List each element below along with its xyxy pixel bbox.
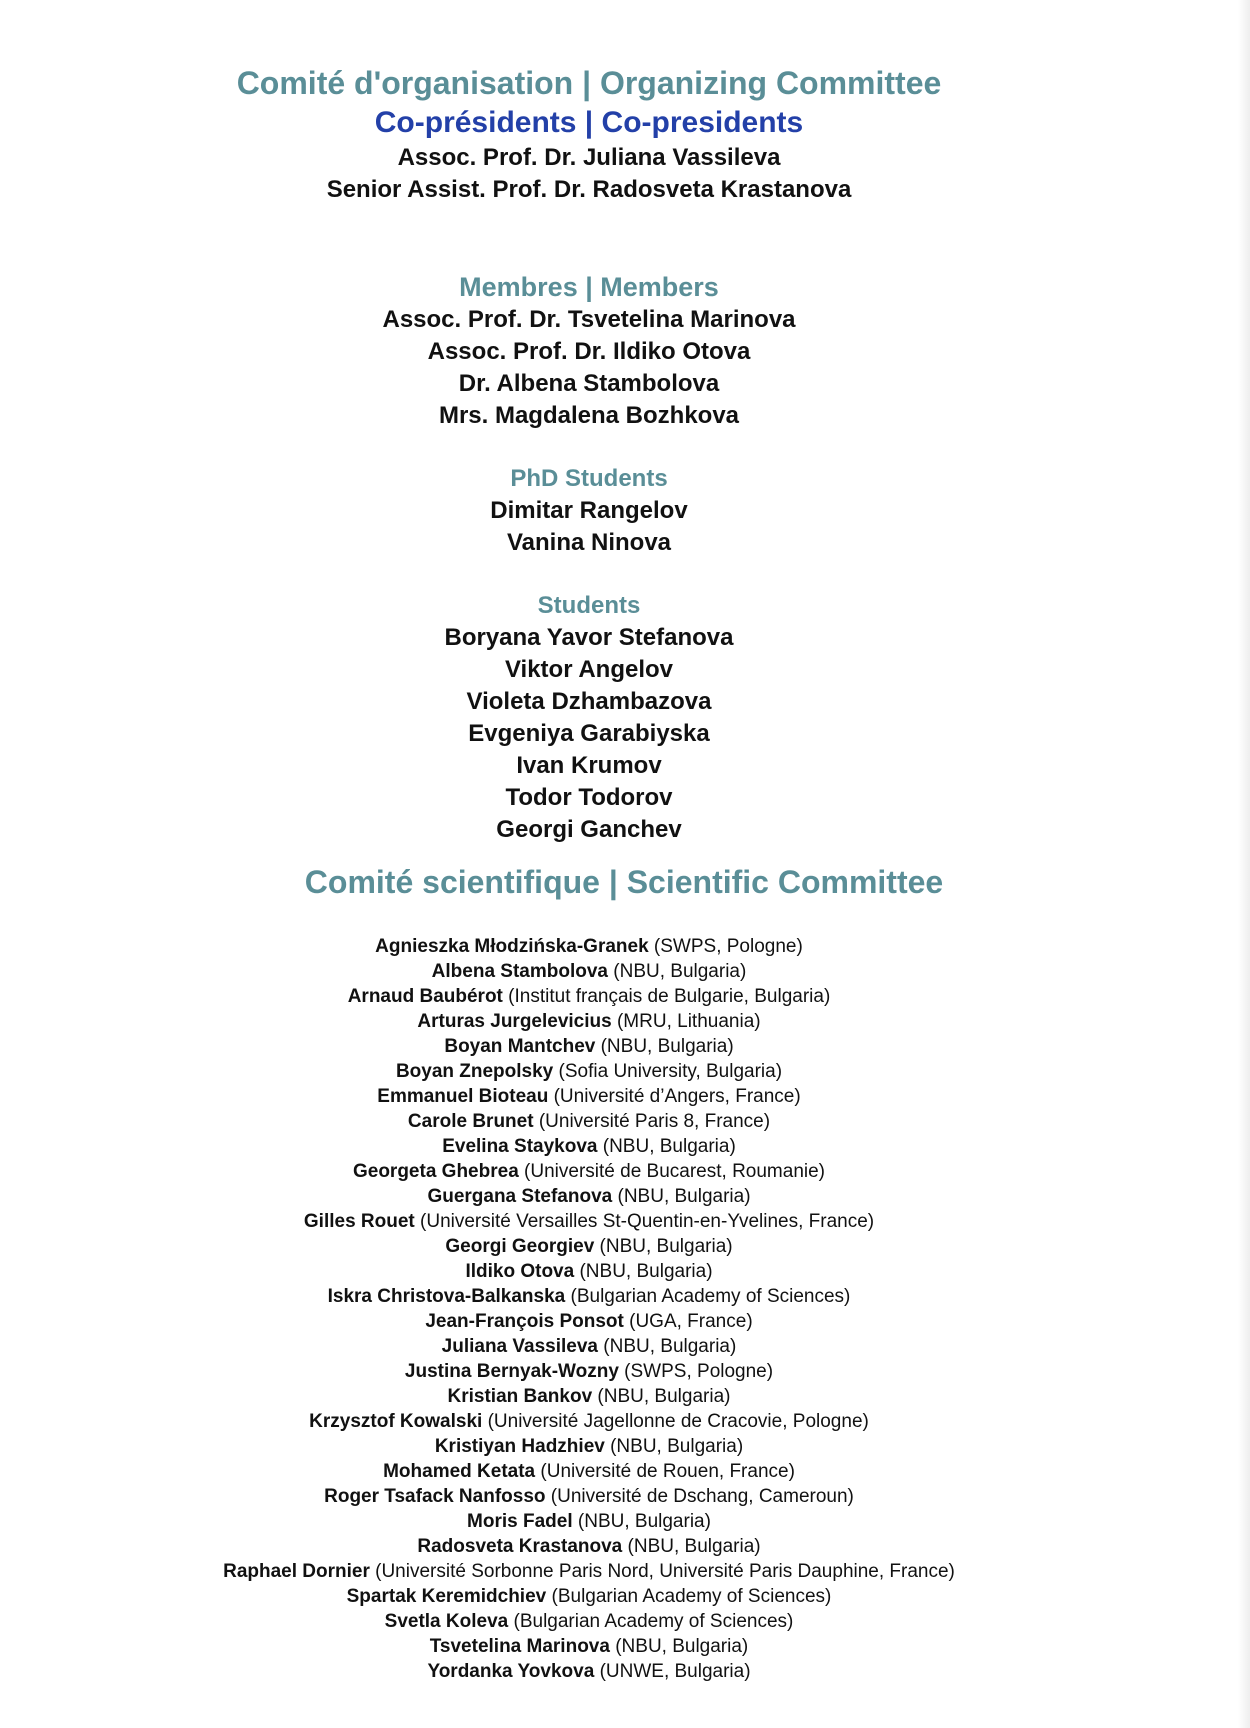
scientific-committee-list [0, 934, 1178, 1684]
scientific-member-name: Juliana Vassileva [441, 1336, 598, 1357]
scientific-member-name: Albena Stambolova [431, 961, 608, 982]
scientific-member-name: Agnieszka Młodzińska-Granek [375, 936, 649, 957]
scientific-member [0, 1509, 1178, 1534]
scientific-member [0, 1159, 1178, 1184]
scientific-member-affiliation: (SWPS, Pologne) [618, 1361, 774, 1382]
students-list [0, 622, 1178, 846]
scientific-member [0, 1634, 1178, 1659]
scientific-member-affiliation: (NBU, Bulgaria) [594, 1236, 733, 1257]
scientific-member [0, 1259, 1178, 1284]
scientific-member [0, 1234, 1178, 1259]
scientific-member [0, 1384, 1178, 1409]
scientific-member-name: Svetla Koleva [384, 1611, 509, 1632]
phd-students-title: PhD Students [510, 465, 668, 492]
scientific-member-name: Boyan Znepolsky [395, 1061, 554, 1082]
scientific-member-name: Moris Fadel [467, 1511, 573, 1532]
scientific-member-name: Kristian Bankov [447, 1386, 593, 1407]
scientific-member [0, 1109, 1178, 1134]
scientific-member [0, 1084, 1178, 1109]
scientific-member-affiliation: (NBU, Bulgaria) [595, 1036, 734, 1057]
student-name: Todor Todorov [505, 784, 673, 811]
scientific-member-affiliation: (NBU, Bulgaria) [597, 1136, 736, 1157]
scientific-member-affiliation: (Institut français de Bulgarie, Bulgaria) [502, 986, 831, 1007]
scientific-member [0, 1534, 1178, 1559]
scientific-member [0, 1134, 1178, 1159]
copresident-name: Senior Assist. Prof. Dr. Radosveta Krastanova [326, 176, 852, 203]
scientific-member-name: Jean-François Ponsot [425, 1311, 624, 1332]
scientific-member-affiliation: (UNWE, Bulgaria) [594, 1661, 751, 1682]
scientific-member-affiliation: (NBU, Bulgaria) [608, 961, 747, 982]
scientific-member-affiliation: (Sofia University, Bulgaria) [553, 1061, 783, 1082]
scientific-member-affiliation: (SWPS, Pologne) [648, 936, 803, 957]
scientific-member-affiliation: (NBU, Bulgaria) [604, 1436, 744, 1457]
scientific-member-name: Arnaud Baubérot [347, 986, 503, 1007]
member-name: Dr. Albena Stambolova [458, 370, 720, 397]
scientific-member-name: Spartak Keremidchiev [346, 1586, 547, 1607]
scientific-member-name: Carole Brunet [407, 1111, 534, 1132]
scientific-member-affiliation: (Université de Rouen, France) [535, 1461, 795, 1482]
scientific-member [0, 1309, 1178, 1334]
scientific-member [0, 1609, 1178, 1634]
scientific-member-affiliation: (NBU, Bulgaria) [574, 1261, 713, 1282]
scientific-member-name: Georgi Georgiev [445, 1236, 595, 1257]
members-title: Membres | Members [459, 272, 719, 302]
scientific-member-name: Roger Tsafack Nanfosso [324, 1486, 546, 1507]
scientific-member-name: Tsvetelina Marinova [429, 1636, 610, 1657]
scientific-member [0, 1184, 1178, 1209]
scientific-member-name: Emmanuel Bioteau [377, 1086, 549, 1107]
scientific-member-affiliation: (Bulgarian Academy of Sciences) [565, 1286, 851, 1307]
scientific-committee-title: Comité scientifique | Scientific Committee [304, 864, 944, 900]
scientific-member-affiliation: (Université Jagellonne de Cracovie, Pologne) [482, 1411, 869, 1432]
scientific-member-affiliation: (Université d’Angers, France) [548, 1086, 801, 1107]
copresident-name: Assoc. Prof. Dr. Juliana Vassileva [397, 144, 781, 171]
scientific-member [0, 1484, 1178, 1509]
members-list [0, 304, 1178, 432]
students-title: Students [537, 592, 641, 619]
student-name: Viktor Angelov [504, 656, 674, 683]
scientific-member-affiliation: (Bulgarian Academy of Sciences) [508, 1611, 794, 1632]
scientific-member-name: Mohamed Ketata [383, 1461, 536, 1482]
copresidents-title: Co-présidents | Co-presidents [374, 106, 804, 139]
scientific-member-affiliation: (Bulgarian Academy of Sciences) [546, 1586, 832, 1607]
copresidents-list [0, 142, 1178, 206]
scientific-member-affiliation: (Université de Dschang, Cameroun) [545, 1486, 854, 1507]
phd-student-name: Vanina Ninova [506, 529, 672, 556]
scientific-member [0, 1559, 1178, 1584]
scientific-member-name: Evelina Staykova [442, 1136, 598, 1157]
scientific-member-name: Boyan Mantchev [444, 1036, 596, 1057]
scientific-member [0, 1284, 1178, 1309]
scientific-member [0, 1659, 1178, 1684]
scientific-member-affiliation: (Université Paris 8, France) [533, 1111, 771, 1132]
organizing-committee-title: Comité d'organisation | Organizing Committee [236, 65, 942, 101]
scientific-member [0, 959, 1178, 984]
scientific-member-affiliation: (NBU, Bulgaria) [612, 1186, 751, 1207]
phd-student-name: Dimitar Rangelov [490, 497, 688, 524]
scientific-member-name: Georgeta Ghebrea [352, 1161, 519, 1182]
member-name: Assoc. Prof. Dr. Ildiko Otova [427, 338, 751, 365]
scientific-member-name: Radosveta Krastanova [417, 1536, 623, 1557]
scientific-member [0, 1459, 1178, 1484]
scientific-member-name: Iskra Christova-Balkanska [327, 1286, 566, 1307]
scientific-member-affiliation: (NBU, Bulgaria) [609, 1636, 749, 1657]
scientific-member-name: Krzysztof Kowalski [309, 1411, 483, 1432]
scientific-member-name: Yordanka Yovkova [427, 1661, 595, 1682]
scientific-member-name: Guergana Stefanova [427, 1186, 613, 1207]
member-name: Assoc. Prof. Dr. Tsvetelina Marinova [382, 306, 796, 333]
scientific-member-name: Arturas Jurgelevicius [417, 1011, 612, 1032]
scientific-member [0, 1434, 1178, 1459]
scientific-member [0, 1209, 1178, 1234]
scientific-member [0, 1359, 1178, 1384]
scientific-member-name: Justina Bernyak-Wozny [404, 1361, 619, 1382]
scientific-member-affiliation: (UGA, France) [623, 1311, 753, 1332]
student-name: Ivan Krumov [516, 752, 662, 779]
scientific-member-affiliation: (NBU, Bulgaria) [598, 1336, 737, 1357]
scientific-member-affiliation: (NBU, Bulgaria) [592, 1386, 731, 1407]
student-name: Evgeniya Garabiyska [468, 720, 710, 747]
student-name: Georgi Ganchev [496, 816, 682, 843]
scientific-member [0, 1584, 1178, 1609]
scientific-member [0, 984, 1178, 1009]
scientific-member [0, 1334, 1178, 1359]
scientific-member [0, 1009, 1178, 1034]
scientific-member-name: Ildiko Otova [465, 1261, 575, 1282]
scientific-member-affiliation: (Université Sorbonne Paris Nord, Université Paris Dauphine, France) [369, 1561, 955, 1582]
scientific-member-affiliation: (NBU, Bulgaria) [622, 1536, 761, 1557]
phd-students-list [0, 495, 1178, 559]
member-name: Mrs. Magdalena Bozhkova [438, 402, 740, 429]
student-name: Boryana Yavor Stefanova [444, 624, 734, 651]
scientific-member [0, 1409, 1178, 1434]
scientific-member-name: Raphael Dornier [223, 1561, 370, 1582]
scientific-member-name: Gilles Rouet [303, 1211, 415, 1232]
scientific-member-affiliation: (Université Versailles St-Quentin-en-Yvelines, France) [414, 1211, 875, 1232]
scientific-member [0, 1059, 1178, 1084]
scientific-member [0, 1034, 1178, 1059]
scientific-member [0, 934, 1178, 959]
scientific-member-affiliation: (MRU, Lithuania) [611, 1011, 761, 1032]
student-name: Violeta Dzhambazova [466, 688, 712, 715]
scientific-member-affiliation: (NBU, Bulgaria) [572, 1511, 711, 1532]
page-edge [1238, 0, 1250, 1728]
scientific-member-affiliation: (Université de Bucarest, Roumanie) [518, 1161, 826, 1182]
scientific-member-name: Kristiyan Hadzhiev [434, 1436, 605, 1457]
